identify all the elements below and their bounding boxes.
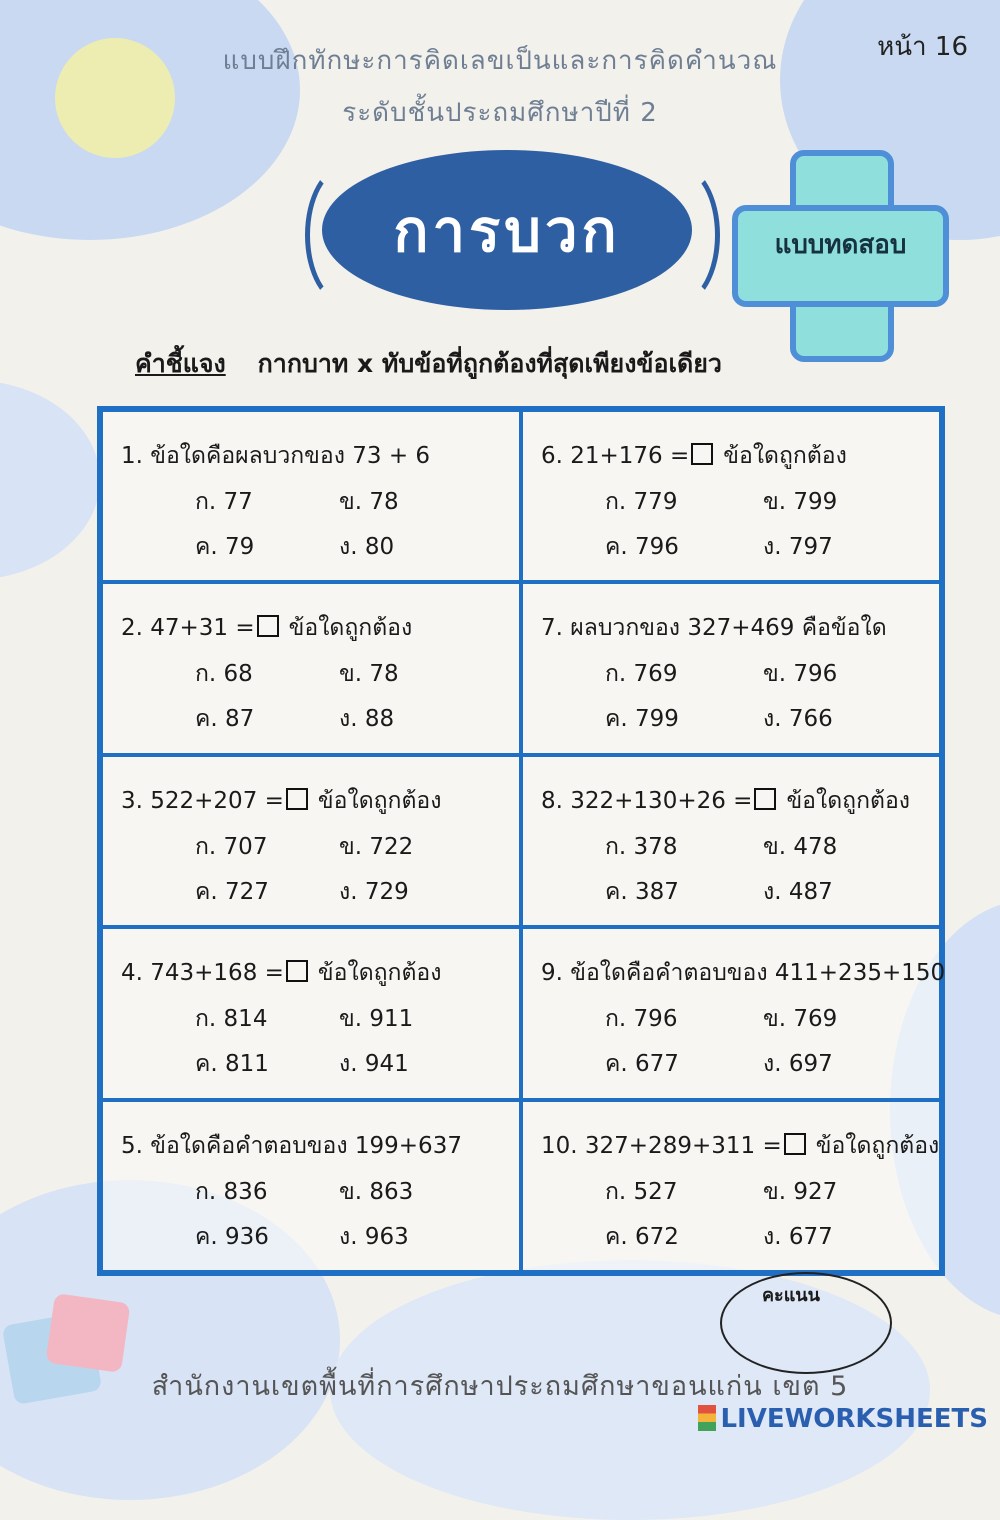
question-text [541, 438, 847, 474]
question-suffix: ข้อใดถูกต้อง [317, 960, 442, 987]
answer-box[interactable] [754, 788, 776, 810]
answer-option[interactable]: ข. 78 [339, 661, 399, 688]
answer-option[interactable]: ก. 814 [195, 1006, 268, 1033]
question-suffix: ข้อใดถูกต้อง [288, 615, 413, 642]
answer-option[interactable]: ง. 677 [763, 1223, 833, 1250]
answer-option[interactable]: ง. 697 [763, 1051, 833, 1078]
question-9 [521, 927, 946, 1099]
instruction [135, 344, 722, 384]
question-text [541, 783, 910, 819]
answer-option[interactable]: ค. 796 [605, 534, 679, 560]
score-label: คะแนน [762, 1285, 820, 1306]
question-text [541, 1128, 939, 1164]
question-7 [521, 582, 941, 754]
answer-option[interactable]: ข. 911 [339, 1006, 414, 1033]
question-8 [521, 755, 941, 927]
question-3 [101, 755, 521, 927]
question-text [121, 610, 412, 646]
answer-option[interactable]: ง. 729 [339, 878, 409, 905]
question-prefix: 8. 322+130+26 = [541, 787, 753, 814]
question-prefix: 1. ข้อใดคือผลบวกของ 73 + 6 [121, 443, 431, 469]
header-line2: ระดับชั้นประถมศึกษาปีที่ 2 [342, 98, 658, 128]
answer-option[interactable]: ง. 487 [763, 878, 833, 905]
answer-option[interactable]: ง. 797 [763, 534, 833, 560]
question-text [541, 955, 945, 991]
worksheet-title: การบวก [322, 150, 692, 310]
question-2 [101, 582, 521, 754]
instruction-text: กากบาท x ทับข้อที่ถูกต้องที่สุดเพียงข้อเดียว [257, 349, 722, 378]
answer-option[interactable]: ก. 779 [605, 489, 678, 515]
answer-option[interactable]: ค. 799 [605, 706, 679, 733]
answer-option[interactable]: ข. 863 [339, 1178, 414, 1205]
question-suffix: ข้อใดถูกต้อง [786, 787, 910, 814]
question-prefix: 10. 327+289+311 = [541, 1132, 782, 1159]
answer-box[interactable] [286, 960, 308, 982]
header-line1: แบบฝึกทักษะการคิดเลขเป็นและการคิดคำนวณ [222, 46, 778, 76]
question-text [541, 610, 887, 646]
answer-option[interactable]: ก. 378 [605, 833, 678, 860]
footer-text: สำนักงานเขตพื้นที่การศึกษาประถมศึกษาขอนแก่น เขต 5 [151, 1371, 849, 1402]
answer-option[interactable]: ค. 672 [605, 1223, 679, 1250]
question-prefix: 9. ข้อใดคือคำตอบของ 411+235+150 [541, 960, 946, 987]
answer-option[interactable]: ก. 796 [605, 1006, 678, 1033]
answer-option[interactable]: ข. 478 [763, 833, 838, 860]
answer-option[interactable]: ข. 769 [763, 1006, 838, 1033]
answer-option[interactable]: ง. 88 [339, 706, 395, 733]
question-prefix: 3. 522+207 = [121, 787, 284, 814]
answer-option[interactable]: ก. 707 [195, 833, 268, 860]
answer-option[interactable]: ค. 936 [195, 1223, 269, 1250]
title-arc-right [640, 165, 720, 305]
instruction-label: คำชี้แจง [135, 349, 226, 378]
answer-option[interactable]: ง. 963 [339, 1223, 409, 1250]
bg-blob [0, 380, 100, 580]
answer-option[interactable]: ข. 799 [763, 489, 838, 515]
question-10 [521, 1100, 941, 1272]
question-grid [97, 406, 945, 1276]
test-label: แบบทดสอบ [774, 230, 907, 260]
question-prefix: 4. 743+168 = [121, 960, 284, 987]
answer-option[interactable]: ค. 79 [195, 534, 255, 560]
question-4 [101, 927, 521, 1099]
answer-option[interactable]: ค. 677 [605, 1051, 679, 1078]
answer-option[interactable]: ง. 941 [339, 1051, 409, 1078]
answer-option[interactable]: ค. 87 [195, 706, 255, 733]
answer-option[interactable]: ง. 766 [763, 706, 833, 733]
answer-option[interactable]: ก. 769 [605, 661, 678, 688]
page-number: หน้า 16 [877, 32, 968, 62]
answer-option[interactable]: ก. 836 [195, 1178, 268, 1205]
answer-box[interactable] [257, 615, 279, 637]
answer-option[interactable]: ข. 78 [339, 489, 399, 515]
question-text [121, 783, 441, 819]
question-text [121, 955, 441, 991]
answer-option[interactable]: ก. 68 [195, 661, 253, 688]
answer-box[interactable] [691, 443, 713, 465]
question-5 [101, 1100, 521, 1272]
question-prefix: 2. 47+31 = [121, 615, 255, 642]
answer-option[interactable]: ค. 727 [195, 878, 269, 905]
question-suffix: ข้อใดถูกต้อง [723, 443, 847, 469]
answer-option[interactable]: ข. 796 [763, 661, 838, 688]
question-prefix: 5. ข้อใดคือคำตอบของ 199+637 [121, 1132, 462, 1159]
brand-name: LIVEWORKSHEETS [720, 1404, 988, 1434]
answer-box[interactable] [286, 788, 308, 810]
answer-option[interactable]: ก. 527 [605, 1178, 678, 1205]
answer-option[interactable]: ค. 811 [195, 1051, 269, 1078]
question-suffix: ข้อใดถูกต้อง [317, 787, 442, 814]
answer-option[interactable]: ง. 80 [339, 534, 395, 560]
math-tile-icon [45, 1293, 130, 1373]
question-prefix: 6. 21+176 = [541, 443, 690, 469]
answer-box[interactable] [784, 1133, 806, 1155]
question-suffix: ข้อใดถูกต้อง [815, 1132, 940, 1159]
brand-logo [698, 1404, 988, 1434]
question-prefix: 7. ผลบวกของ 327+469 คือข้อใด [541, 615, 887, 642]
question-6 [521, 410, 941, 582]
question-1 [101, 410, 521, 582]
answer-option[interactable]: ข. 927 [763, 1178, 838, 1205]
answer-option[interactable]: ข. 722 [339, 833, 414, 860]
brand-icon [698, 1405, 716, 1431]
question-text [121, 438, 430, 474]
question-text [121, 1128, 462, 1164]
answer-option[interactable]: ก. 77 [195, 489, 253, 515]
answer-option[interactable]: ค. 387 [605, 878, 679, 905]
